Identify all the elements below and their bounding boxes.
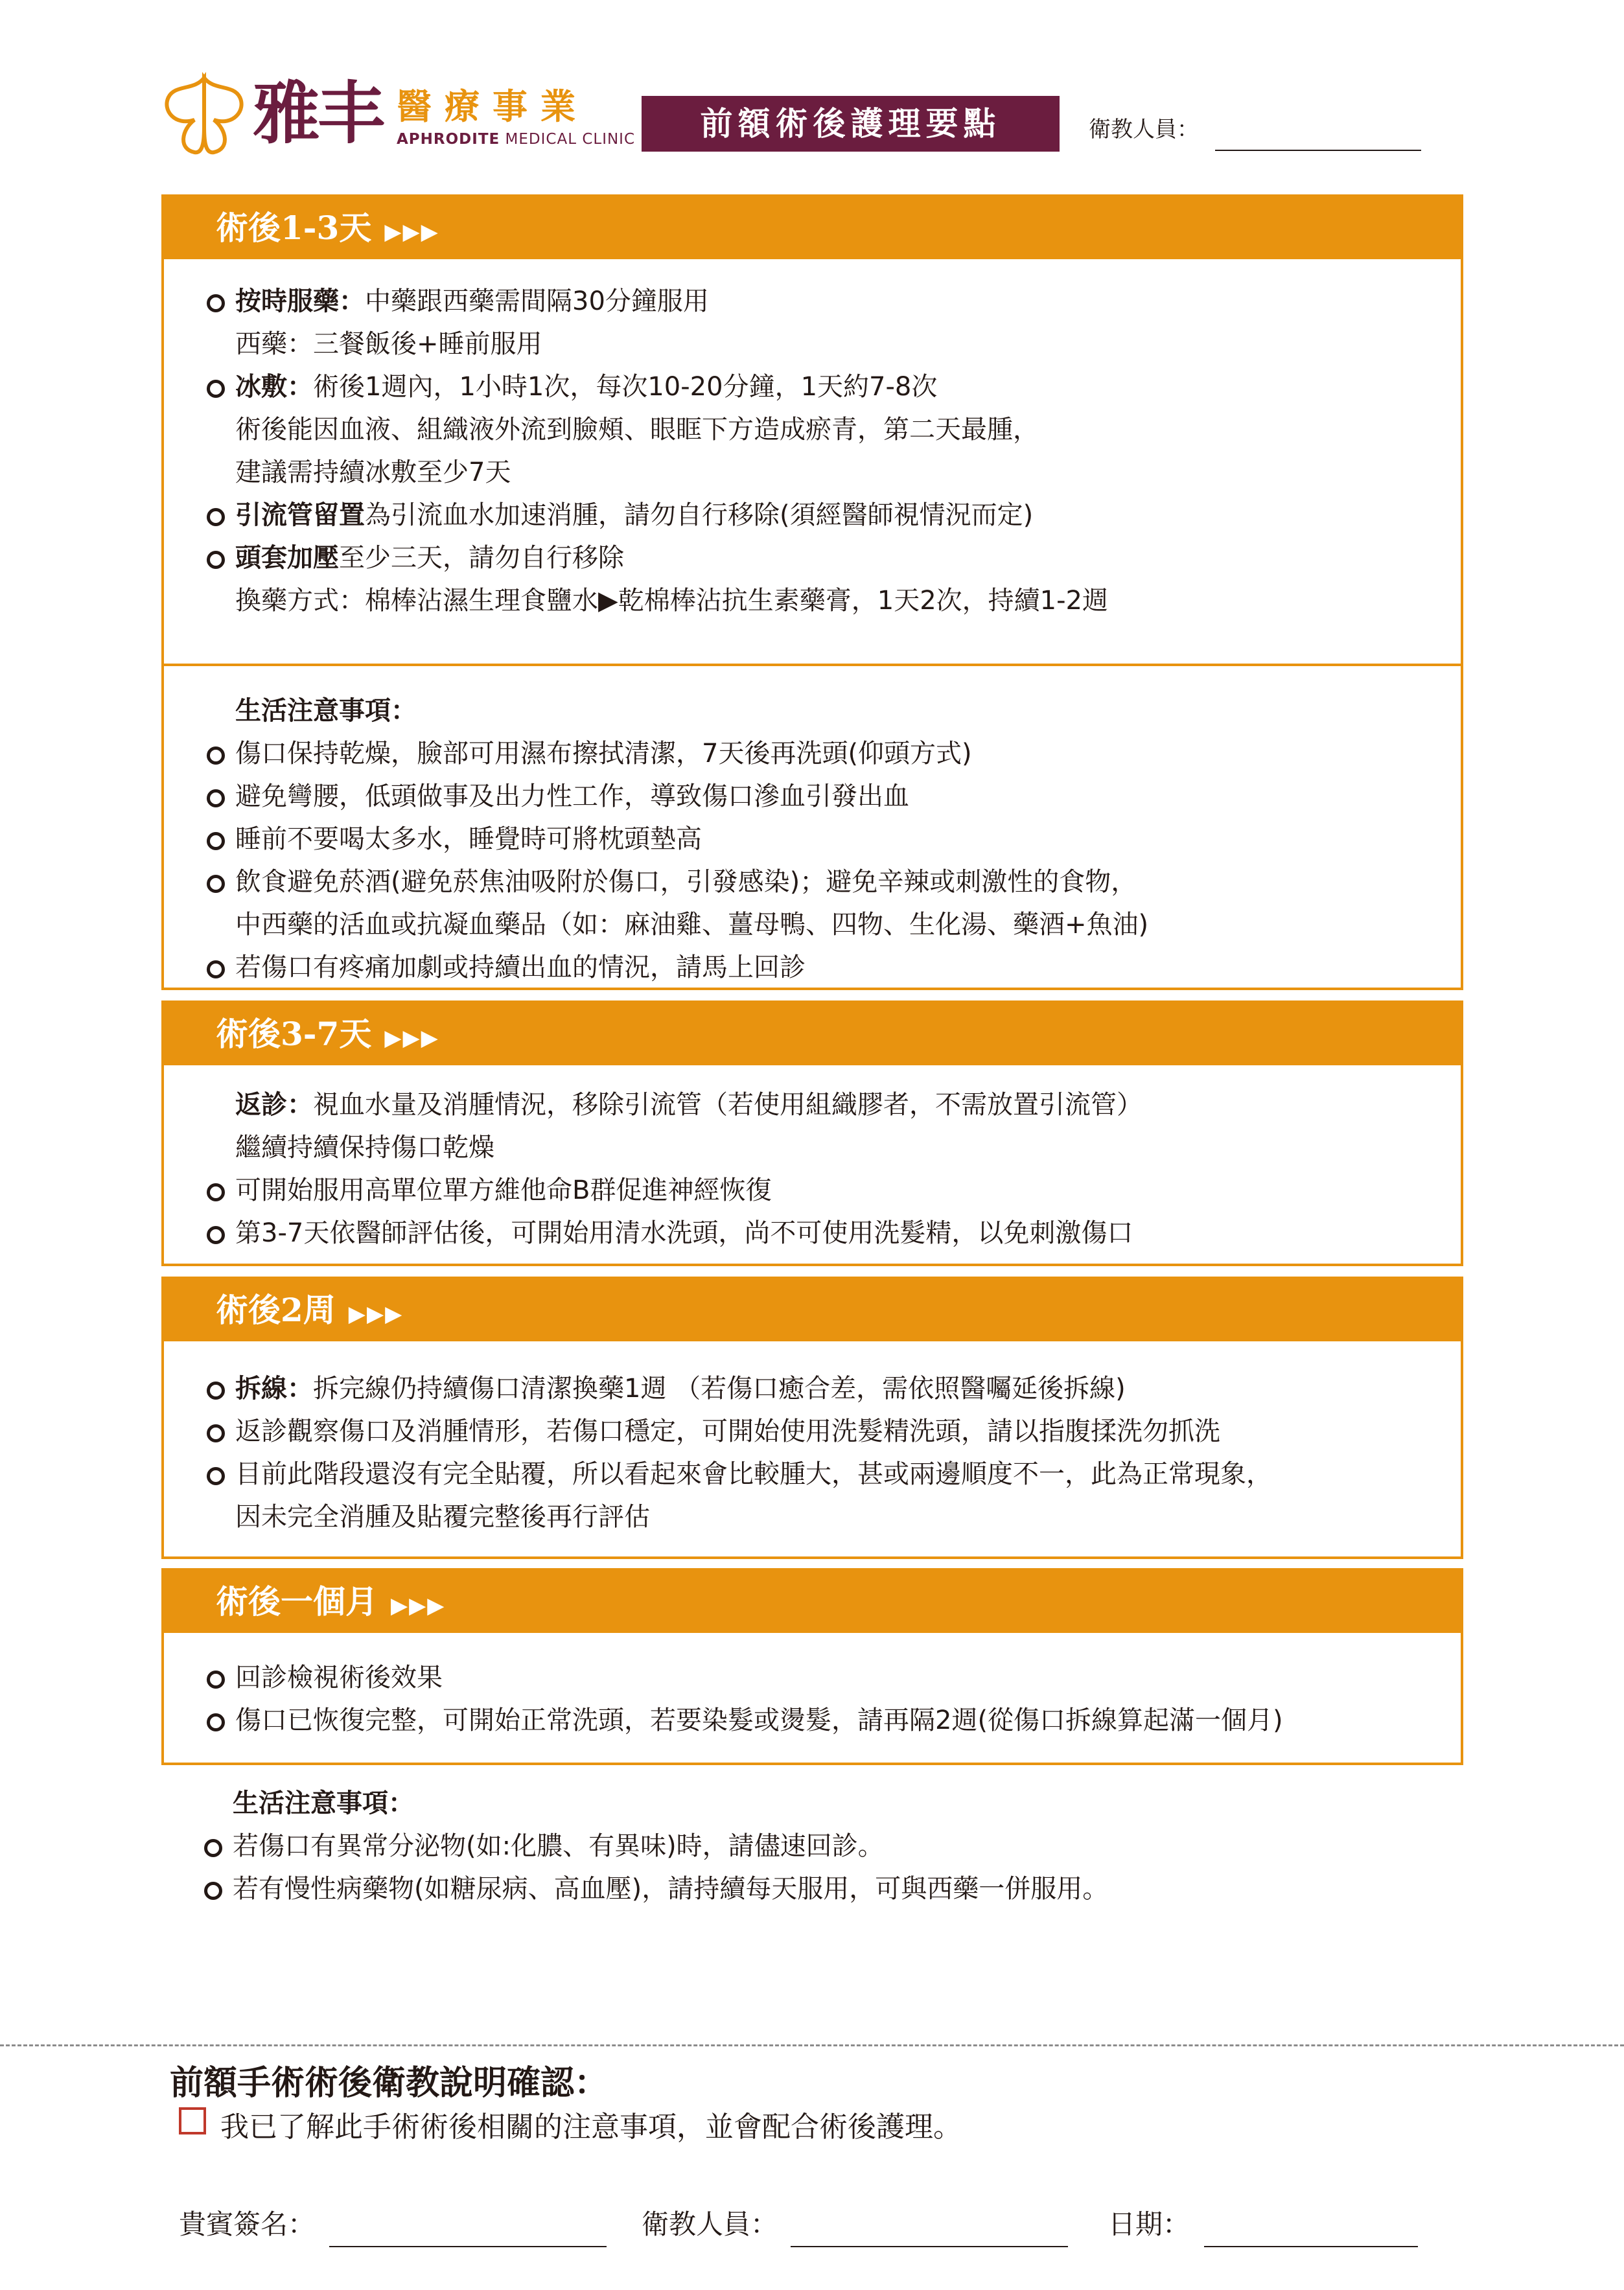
list-item: 若有慢性病藥物(如糖尿病、高血壓)，請持續每天服用，可與西藥一併服用。: [161, 1868, 1463, 1910]
life-notes-title: 生活注意事項：: [233, 1788, 414, 1818]
educator-signature-line[interactable]: [791, 2246, 1068, 2247]
bullet-circle-icon: [204, 1839, 222, 1857]
section-day3-7: [161, 1000, 1463, 1266]
list-item: 目前此階段還沒有完全貼覆，所以看起來會比較腫大，甚或兩邊順度不一，此為正常現象，: [164, 1453, 1461, 1496]
bullet-circle-icon: [207, 1671, 225, 1689]
list-item: 中西藥的活血或抗凝血藥品（如：麻油雞、薑母鴨、四物、生化湯、藥酒+魚油): [235, 910, 1149, 940]
list-item: 傷口已恢復完整，可開始正常洗頭，若要染髮或燙髮，請再隔2週(從傷口拆線算起滿一個月): [164, 1699, 1461, 1742]
bullet-circle-icon: [207, 1183, 225, 1201]
list-item: 避免彎腰，低頭做事及出力性工作，導致傷口滲血引發出血: [164, 775, 1461, 818]
educator-label-top: 衛教人員：: [1089, 117, 1199, 143]
list-item: 回診檢視術後效果: [164, 1656, 1461, 1699]
arrows-icon: ▶▶▶: [384, 219, 439, 245]
section-title: 術後2周 ▶▶▶: [164, 1279, 1461, 1341]
arrows-icon: ▶▶▶: [384, 1025, 439, 1051]
list-item: 返診：視血水量及消腫情況，移除引流管（若使用組織膠者，不需放置引流管）: [235, 1090, 1143, 1120]
guest-signature-label: 貴賓簽名：: [179, 2208, 316, 2240]
list-item: 返診觀察傷口及消腫情形，若傷口穩定，可開始使用洗髮精洗頭，請以指腹揉洗勿抓洗: [164, 1410, 1461, 1453]
list-item: 冰敷：術後1週內，1小時1次，每次10-20分鐘，1天約7-8次: [164, 365, 1461, 408]
bullet-circle-icon: [207, 1424, 225, 1442]
arrows-icon: ▶▶▶: [391, 1593, 446, 1619]
list-item: 若傷口有異常分泌物(如:化膿、有異味)時，請儘速回診。: [161, 1825, 1463, 1868]
bullet-circle-icon: [207, 551, 225, 569]
bullet-circle-icon: [207, 875, 225, 893]
bullet-circle-icon: [207, 508, 225, 526]
life-notes-general: [161, 1782, 1463, 1910]
list-item: 若傷口有疼痛加劇或持續出血的情況，請馬上回診: [164, 946, 1461, 989]
educator-signature-label: 衛教人員：: [642, 2208, 778, 2240]
bullet-circle-icon: [207, 380, 225, 398]
acknowledge-checkbox[interactable]: [179, 2107, 206, 2134]
bullet-circle-icon: [207, 1226, 225, 1244]
guest-signature-line[interactable]: [329, 2246, 607, 2247]
bullet-circle-icon: [207, 832, 225, 850]
bullet-circle-icon: [207, 1382, 225, 1400]
date-label: 日期：: [1108, 2208, 1190, 2240]
date-line[interactable]: [1204, 2246, 1418, 2247]
acknowledge-text: 我已了解此手術術後相關的注意事項，並會配合術後護理。: [220, 2111, 962, 2144]
list-item: 引流管留置為引流血水加速消腫，請勿自行移除(須經醫師視情況而定): [164, 494, 1461, 537]
clinic-logo: [156, 65, 636, 162]
butterfly-logo-icon: [156, 65, 253, 162]
bullet-circle-icon: [207, 960, 225, 978]
arrows-icon: ▶▶▶: [348, 1301, 404, 1327]
list-item: 西藥：三餐飯後+睡前服用: [235, 329, 542, 359]
list-item: 按時服藥：中藥跟西藥需間隔30分鐘服用: [164, 280, 1461, 323]
bullet-circle-icon: [207, 789, 225, 807]
section-week2: [161, 1277, 1463, 1559]
bullet-circle-icon: [207, 746, 225, 765]
bullet-circle-icon: [207, 1713, 225, 1731]
cut-line-divider: [0, 2044, 1624, 2046]
list-item: 睡前不要喝太多水，睡覺時可將枕頭墊高: [164, 818, 1461, 861]
life-notes-title: 生活注意事項：: [235, 696, 417, 726]
section-title: 術後3-7天 ▶▶▶: [164, 1003, 1461, 1065]
brand-name-cn: 雅丰: [253, 73, 383, 153]
list-item: 拆線：拆完線仍持續傷口清潔換藥1週 （若傷口癒合差，需依照醫囑延後拆線): [164, 1367, 1461, 1410]
list-item: 換藥方式：棉棒沾濕生理食鹽水▶乾棉棒沾抗生素藥膏，1天2次，持續1-2週: [235, 586, 1108, 616]
section-month1: [161, 1568, 1463, 1765]
document-title: 前額術後護理要點: [642, 96, 1060, 152]
list-item: 建議需持續冰敷至少7天: [235, 457, 511, 487]
list-item: 術後能因血液、組織液外流到臉頰、眼眶下方造成瘀青，第二天最腫，: [235, 415, 1039, 445]
list-item: 飲食避免菸酒(避免菸焦油吸附於傷口，引發感染)；避免辛辣或刺激性的食物，: [164, 861, 1461, 903]
section-title: 術後一個月 ▶▶▶: [164, 1571, 1461, 1633]
brand-subtitle: 醫療事業: [397, 86, 588, 127]
confirmation-title: 前額手術術後衛教說明確認：: [170, 2064, 609, 2103]
list-item: 繼續持續保持傷口乾燥: [235, 1133, 494, 1162]
bullet-circle-icon: [207, 1467, 225, 1485]
list-item: 第3-7天依醫師評估後，可開始用清水洗頭，尚不可使用洗髮精，以免刺激傷口: [164, 1212, 1461, 1255]
list-item: 頭套加壓至少三天，請勿自行移除: [164, 537, 1461, 579]
list-item: 可開始服用高單位單方維他命B群促進神經恢復: [164, 1169, 1461, 1212]
brand-name-en: APHRODITE MEDICAL CLINIC: [397, 131, 636, 148]
bullet-circle-icon: [204, 1882, 222, 1900]
section-title: 術後1-3天 ▶▶▶: [164, 197, 1461, 259]
section-day1-3: [161, 194, 1463, 990]
list-item: 因未完全消腫及貼覆完整後再行評估: [235, 1502, 650, 1532]
educator-signature-line-top[interactable]: [1215, 150, 1421, 151]
list-item: 傷口保持乾燥，臉部可用濕布擦拭清潔，7天後再洗頭(仰頭方式): [164, 732, 1461, 775]
bullet-circle-icon: [207, 294, 225, 312]
